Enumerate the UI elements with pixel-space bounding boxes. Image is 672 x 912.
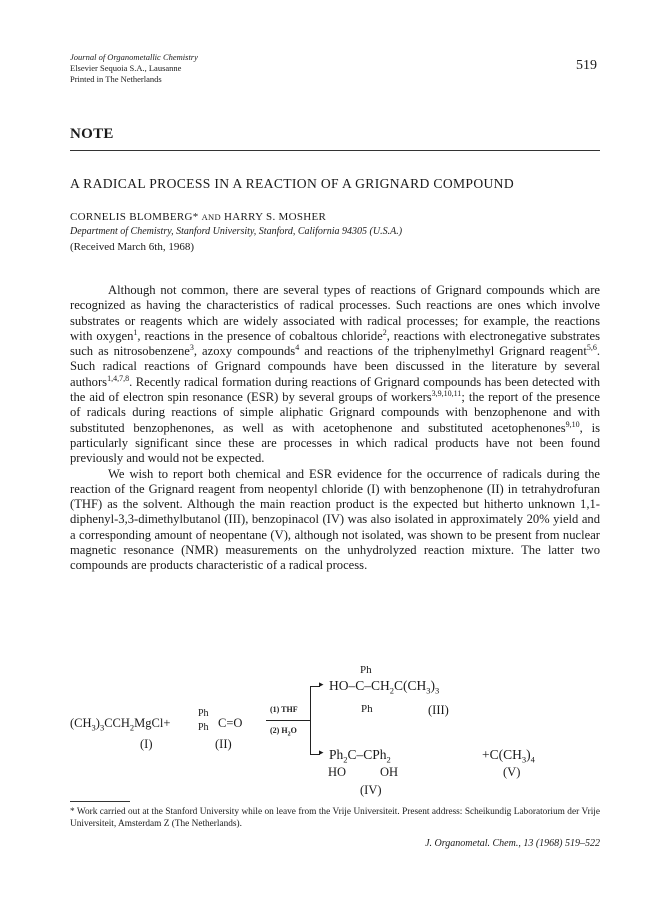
product-IV: $Ph_2C-CPh_2$ <box>329 747 391 765</box>
product-V: $+C(CH_3)_4$ <box>482 747 535 765</box>
footnote-rule <box>70 801 130 802</box>
page-number: 519 <box>576 58 597 73</box>
product-IV-ho: HO <box>328 765 347 779</box>
article-body <box>70 283 600 574</box>
citation: J. Organometal. Chem., 13 (1968) 519–522 <box>425 838 600 849</box>
branch-bracket <box>310 686 311 754</box>
label-compound-II: (II) <box>215 737 232 751</box>
article-title: A RADICAL PROCESS IN A REACTION OF A GRIGNARD COMPOUND <box>70 176 515 191</box>
label-compound-V: (V) <box>503 765 521 779</box>
affiliation: Department of Chemistry, Stanford University, Stanford, California 94305 (U.S.A.) <box>70 226 403 237</box>
step-2-water: (2) $H_2O$ <box>270 726 297 738</box>
section-label: NOTE <box>70 126 114 142</box>
reactant-neopentyl-grignard: $(CH_3)_3CCH_2MgCl+$ <box>70 716 171 733</box>
product-IV-oh: OH <box>380 765 399 779</box>
label-compound-I: (I) <box>140 737 153 751</box>
received-date: (Received March 6th, 1968) <box>70 241 195 253</box>
label-compound-III: (III) <box>428 703 449 717</box>
publisher: Elsevier Sequoia S.A., Lausanne <box>70 63 182 73</box>
reactant-ph-bottom: Ph <box>198 722 209 733</box>
product-III-ph-top: Ph <box>360 664 372 676</box>
journal-name: Journal of Organometallic Chemistry <box>70 52 198 62</box>
reaction-arrow <box>266 720 310 721</box>
arrow-head-top: ▸ <box>319 679 324 689</box>
step-1-thf: (1) THF <box>270 705 298 714</box>
product-III: $HO-C-CH_2C(CH_3)_3$ <box>329 678 440 696</box>
label-compound-IV: (IV) <box>360 783 382 797</box>
authors: CORNELIS BLOMBERG* AND HARRY S. MOSHER <box>70 211 327 223</box>
paragraph-1: Although not common, there are several types of reactions of Grignard compounds which are recognized as having the characteristics of radical processes. Such reactions are ones which involve substrates or reagents which are widely associated with radical processes; for example, the reactions with oxygen$^1$, reactions in the presence of cobaltous chloride$^2$, reactions with electronegative substrates such as nitrosobenzene$^3$, azoxy compounds$^4$ and reactions of the triphenylmethyl Grignard reagent$^{5,6}$. Such radical reactions of Grignard compounds have been discussed in the literature by several authors$^{1,4,7,8}$. Recently radical formation during reactions of Grignard compounds has been detected with the aid of electron spin resonance (ESR) by several groups of workers$^{3,9,10,11}$; the report of the presence of radicals during reactions of simple aliphatic Grignard compounds with benzophenone and with substituted benzophenones, as well as with acetophenone and substituted acetophenones$^{9,10}$, is particularly significant since these are processes in which radical products have not been found previously and would not be expected. <box>70 283 600 466</box>
product-III-ph-bottom: Ph <box>361 703 373 715</box>
reaction-scheme <box>70 664 610 804</box>
printed-in: Printed in The Netherlands <box>70 74 162 84</box>
paragraph-2: We wish to report both chemical and ESR evidence for the occurrence of radicals during the reaction of the Grignard reagent from neopentyl chloride (I) with benzophenone (II) in tetrahydrofuran (THF) as the solvent. Although the main reaction product is the expected but hitherto unknown 1,1-diphenyl-3,3-dimethylbutanol (III), benzopinacol (IV) was also isolated in approximately 20% yield and a corresponding amount of neopentane (V), although not isolated, was shown to be present from nuclear magnetic resonance (NMR) measurements on the unhydrolyzed reaction mixture. The latter two compounds are products characteristic of a radical process. <box>70 466 600 573</box>
section-divider <box>70 150 600 151</box>
reactant-benzophenone: C=O <box>218 716 243 730</box>
reactant-ph-top: Ph <box>198 708 209 719</box>
footnote: * Work carried out at the Stanford University while on leave from the Vrije Universiteit. Present address: Scheikundig Laboratorium der Vrije Universiteit, Amsterdam Z (The Netherlands). <box>70 807 600 829</box>
journal-header <box>70 52 198 85</box>
arrow-head-bottom: ▸ <box>319 747 324 757</box>
